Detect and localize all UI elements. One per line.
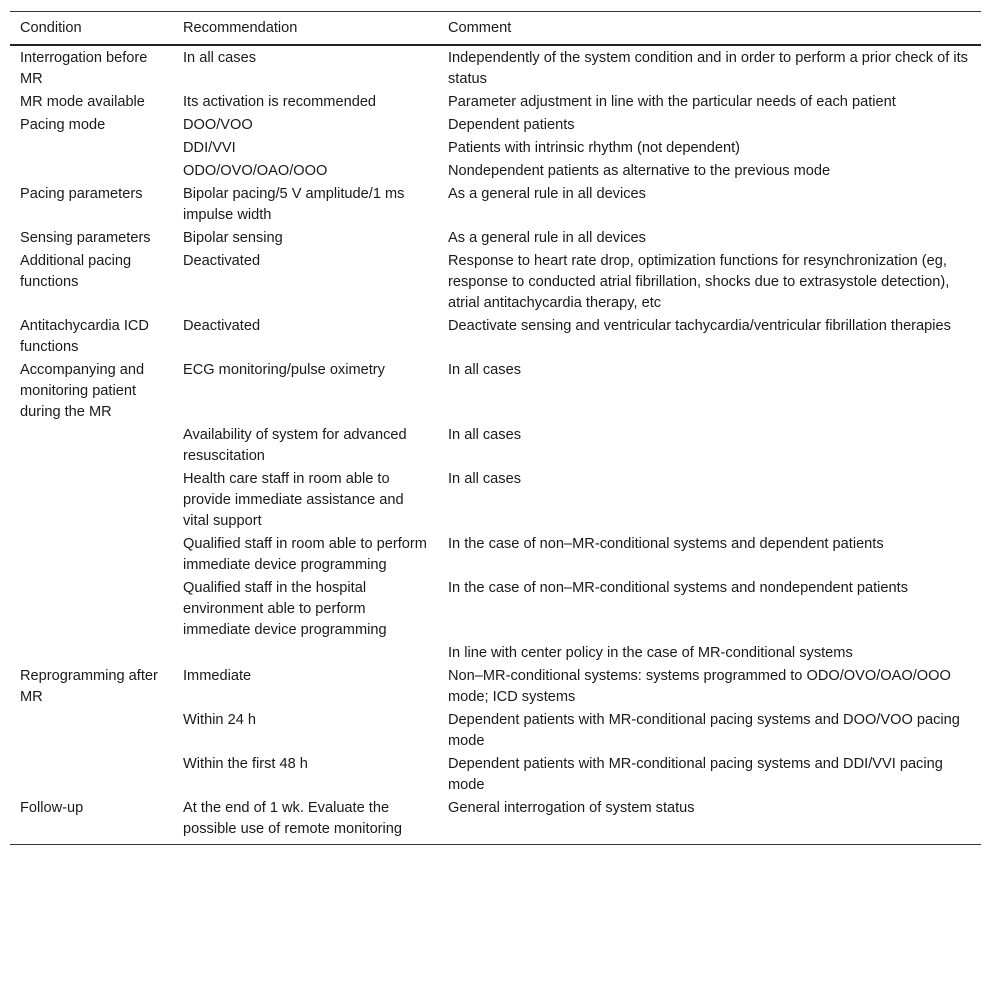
table-row xyxy=(10,577,981,642)
table-row xyxy=(10,665,981,709)
table-body xyxy=(10,45,981,845)
cell-recommendation: Bipolar sensing xyxy=(183,230,283,246)
cell-recommendation: ODO/OVO/OAO/OOO xyxy=(183,163,328,179)
table-row xyxy=(10,227,981,250)
table-row xyxy=(10,160,981,183)
table-row xyxy=(10,91,981,114)
cell-comment: Nondependent patients as alternative to the previous mode xyxy=(448,163,831,179)
cell-condition: Reprogramming after MR xyxy=(20,668,158,705)
cell-comment: In all cases xyxy=(448,427,522,443)
cell-recommendation: DDI/VVI xyxy=(183,140,236,156)
cell-condition xyxy=(10,577,173,642)
table-row xyxy=(10,114,981,137)
cell-condition xyxy=(10,424,173,468)
cell-recommendation: Bipolar pacing/5 V amplitude/1 ms impulse width xyxy=(183,186,405,223)
cell-recommendation: Qualified staff in the hospital environment able to perform immediate device programming xyxy=(183,580,387,638)
table-row xyxy=(10,709,981,753)
cell-recommendation: Within the first 48 h xyxy=(183,756,308,772)
cell-recommendation: Deactivated xyxy=(183,318,261,334)
cell-comment: Dependent patients xyxy=(448,117,575,133)
cell-comment: In all cases xyxy=(448,362,522,378)
cell-recommendation: Immediate xyxy=(183,668,252,684)
header-condition: Condition xyxy=(10,12,173,46)
cell-recommendation: Availability of system for advanced resuscitation xyxy=(183,427,407,464)
cell-recommendation: Health care staff in room able to provide immediate assistance and vital support xyxy=(183,471,404,529)
cell-condition xyxy=(10,709,173,753)
cell-comment: Non–MR-conditional systems: systems programmed to ODO/OVO/OAO/OOO mode; ICD systems xyxy=(448,668,951,705)
table-row xyxy=(10,424,981,468)
cell-recommendation: At the end of 1 wk. Evaluate the possible use of remote monitoring xyxy=(173,797,438,845)
cell-comment: Patients with intrinsic rhythm (not dependent) xyxy=(448,140,741,156)
table-row xyxy=(10,183,981,227)
cell-recommendation xyxy=(173,642,438,665)
cell-comment: Parameter adjustment in line with the particular needs of each patient xyxy=(448,94,896,110)
table-row xyxy=(10,642,981,665)
cell-recommendation: DOO/VOO xyxy=(183,117,253,133)
cell-condition: Interrogation before MR xyxy=(20,50,148,87)
cell-comment: Dependent patients with MR-conditional pacing systems and DOO/VOO pacing mode xyxy=(448,712,960,749)
recommendations-table xyxy=(10,11,981,845)
cell-condition xyxy=(10,753,173,797)
table-row xyxy=(10,45,981,91)
cell-comment: In line with center policy in the case of MR-conditional systems xyxy=(448,645,853,661)
cell-recommendation: ECG monitoring/pulse oximetry xyxy=(183,362,385,378)
header-row xyxy=(10,12,981,46)
table-row xyxy=(10,359,981,424)
cell-comment: General interrogation of system status xyxy=(438,797,981,845)
cell-recommendation: Its activation is recommended xyxy=(183,94,377,110)
cell-condition: Sensing parameters xyxy=(20,230,151,246)
table-row xyxy=(10,315,981,359)
table-row xyxy=(10,250,981,315)
cell-condition xyxy=(10,137,173,160)
table-row xyxy=(10,468,981,533)
cell-comment: As a general rule in all devices xyxy=(448,230,646,246)
cell-comment: Response to heart rate drop, optimization functions for resynchronization (eg, response to conducted atrial fibrillation, shocks due to extrasystole detection), atrial antitachycardia therapy, etc xyxy=(448,253,950,311)
cell-condition xyxy=(10,642,173,665)
cell-condition: Follow-up xyxy=(10,797,173,845)
cell-comment: In the case of non–MR-conditional systems and nondependent patients xyxy=(448,580,909,596)
cell-recommendation: Deactivated xyxy=(183,253,261,269)
cell-condition xyxy=(10,533,173,577)
cell-comment: In the case of non–MR-conditional systems and dependent patients xyxy=(448,536,884,552)
cell-recommendation: Qualified staff in room able to perform immediate device programming xyxy=(183,536,427,573)
cell-condition: Pacing mode xyxy=(20,117,106,133)
cell-condition: MR mode available xyxy=(20,94,145,110)
cell-comment: Dependent patients with MR-conditional pacing systems and DDI/VVI pacing mode xyxy=(448,756,943,793)
cell-condition xyxy=(10,160,173,183)
cell-condition xyxy=(10,468,173,533)
cell-recommendation: In all cases xyxy=(183,50,257,66)
cell-condition: Accompanying and monitoring patient during the MR xyxy=(20,362,145,420)
table-row xyxy=(10,753,981,797)
header-comment: Comment xyxy=(438,12,981,46)
cell-comment: In all cases xyxy=(448,471,522,487)
cell-comment: Independently of the system condition and in order to perform a prior check of its status xyxy=(448,50,968,87)
header-recommendation: Recommendation xyxy=(173,12,438,46)
cell-condition: Antitachycardia ICD functions xyxy=(20,318,149,355)
table-row xyxy=(10,533,981,577)
cell-comment: Deactivate sensing and ventricular tachycardia/ventricular fibrillation therapies xyxy=(448,318,951,334)
table-row xyxy=(10,137,981,160)
cell-recommendation: Within 24 h xyxy=(183,712,257,728)
table-row xyxy=(10,797,981,845)
cell-comment: As a general rule in all devices xyxy=(448,186,646,202)
cell-condition: Additional pacing functions xyxy=(20,253,132,290)
cell-condition: Pacing parameters xyxy=(20,186,143,202)
